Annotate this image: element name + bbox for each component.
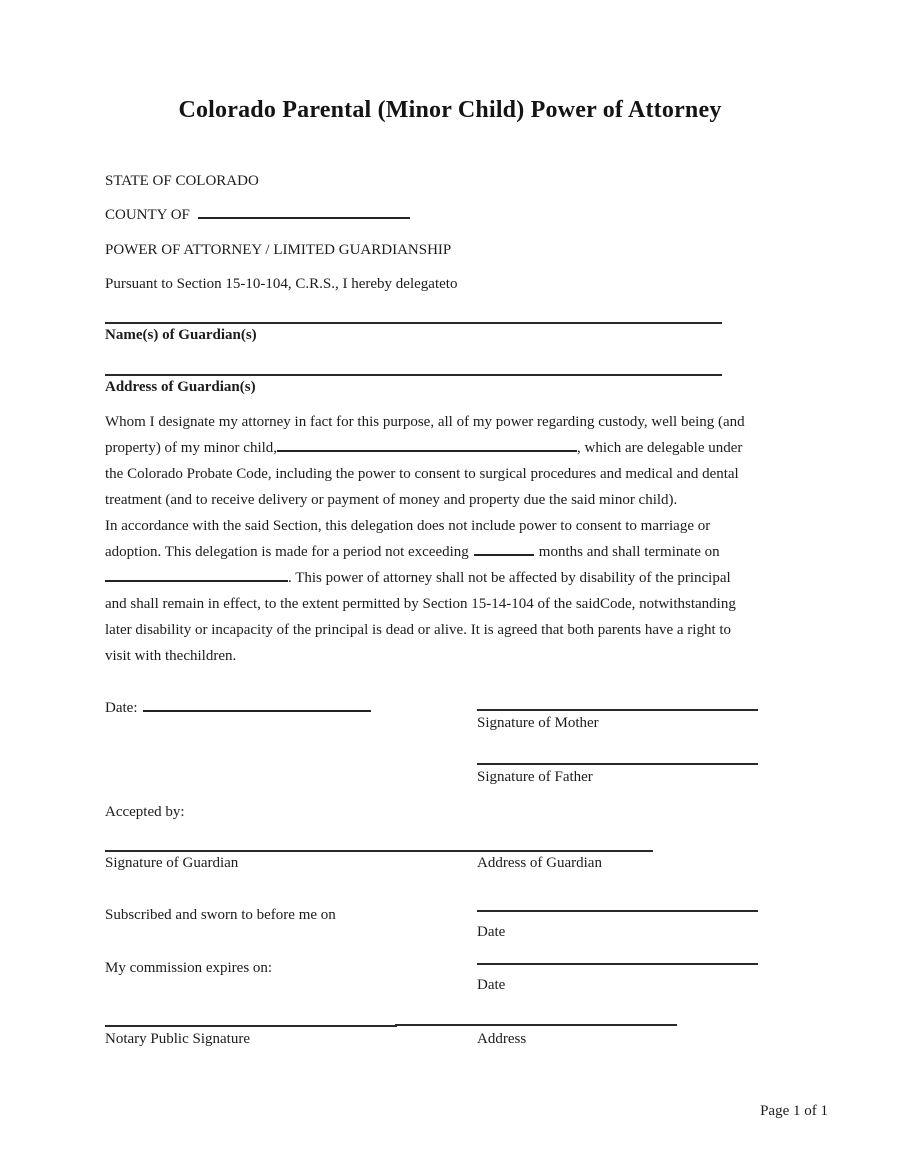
paragraph-line-text: months and shall terminate on	[538, 544, 720, 560]
notary-signature-line[interactable]	[105, 1025, 397, 1027]
paragraph-line-text: . This power of attorney shall not be affected by disability of the principal	[288, 570, 731, 586]
paragraph-line: later disability or incapacity of the principal is dead or alive. It is agreed that both parents have a right to	[105, 622, 732, 638]
county-of-label: COUNTY OF	[105, 207, 190, 223]
address-of-guardian-label: Address of Guardian	[477, 855, 602, 871]
paragraph-line: treatment (and to receive delivery or payment of money and property due the said minor child).	[105, 492, 678, 508]
notary-address-line[interactable]	[395, 1024, 677, 1026]
signature-of-father-label: Signature of Father	[477, 769, 593, 785]
signature-of-guardian-label: Signature of Guardian	[105, 855, 239, 871]
date-blank[interactable]	[143, 699, 371, 712]
paragraph-line: In accordance with the said Section, this delegation does not include power to consent to marriage or	[105, 518, 711, 534]
county-of-blank[interactable]	[198, 206, 410, 219]
notary-public-signature-label: Notary Public Signature	[105, 1031, 250, 1047]
mother-signature-line[interactable]	[477, 709, 758, 711]
county-of-row	[105, 206, 410, 224]
paragraph-line: visit with thechildren.	[105, 648, 237, 664]
paragraph-line: and shall remain in effect, to the extent permitted by Section 15-14-104 of the saidCode, notwithstanding	[105, 596, 736, 612]
termination-date-blank[interactable]	[105, 569, 288, 582]
page-title: Colorado Parental (Minor Child) Power of Attorney	[178, 97, 722, 123]
paragraph-line: Whom I designate my attorney in fact for this purpose, all of my power regarding custody, well being (and	[105, 414, 745, 430]
name-of-guardians-line[interactable]	[105, 322, 722, 324]
date-row	[105, 699, 371, 717]
paragraph-line	[105, 565, 805, 591]
commission-expires-label: My commission expires on:	[105, 960, 273, 976]
paragraph-line	[105, 435, 805, 461]
address-of-guardians-line[interactable]	[105, 374, 722, 376]
date-caption-2: Date	[477, 977, 506, 993]
state-of-colorado-text: STATE OF COLORADO	[105, 173, 259, 189]
father-signature-line[interactable]	[477, 763, 758, 765]
date-label: Date:	[105, 700, 138, 716]
minor-child-blank[interactable]	[277, 439, 577, 452]
paragraph-line-text: , which are delegable under	[577, 440, 743, 456]
notary-address-label: Address	[477, 1031, 527, 1047]
address-of-guardians-label: Address of Guardian(s)	[105, 379, 256, 395]
paragraph-line: the Colorado Probate Code, including the power to consent to surgical procedures and medical and dental	[105, 466, 739, 482]
paragraph-line-text: adoption. This delegation is made for a period not exceeding	[105, 544, 469, 560]
poa-heading: POWER OF ATTORNEY / LIMITED GUARDIANSHIP	[105, 242, 452, 258]
guardian-signature-line[interactable]	[105, 850, 653, 852]
months-blank[interactable]	[474, 543, 534, 556]
notary-date-line-1[interactable]	[477, 910, 758, 912]
paragraph-line-text: property) of my minor child,	[105, 440, 278, 456]
accepted-by-label: Accepted by:	[105, 804, 185, 820]
paragraph-line	[105, 539, 805, 565]
page-number: Page 1 of 1	[760, 1103, 828, 1119]
name-of-guardians-label: Name(s) of Guardian(s)	[105, 327, 257, 343]
pursuant-text: Pursuant to Section 15-10-104, C.R.S., I hereby delegateto	[105, 276, 458, 292]
subscribed-sworn-label: Subscribed and sworn to before me on	[105, 907, 336, 923]
date-caption-1: Date	[477, 924, 506, 940]
delegation-paragraph	[105, 409, 805, 669]
notary-date-line-2[interactable]	[477, 963, 758, 965]
signature-of-mother-label: Signature of Mother	[477, 715, 599, 731]
